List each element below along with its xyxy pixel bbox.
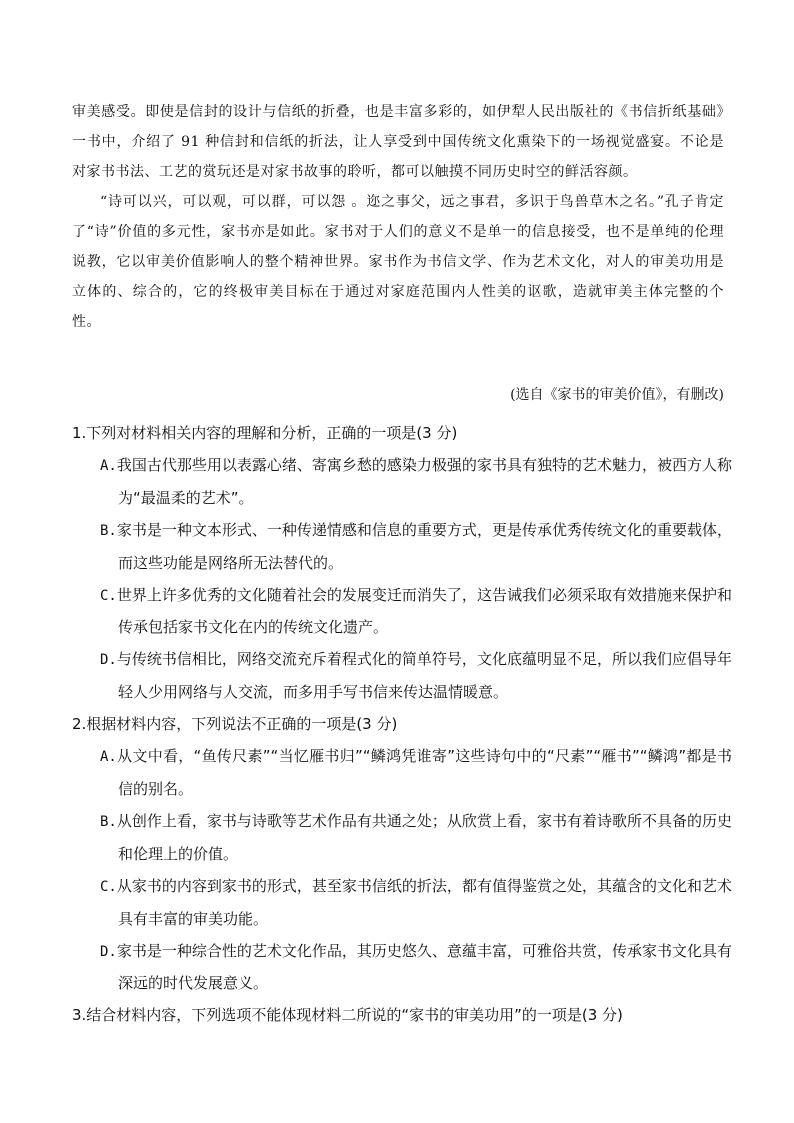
option-text: 从创作上看，家书与诗歌等艺术作品有共通之处；从欣赏上看，家书有着诗歌所不具备的历史和伦理上的价值。	[116, 811, 732, 863]
question-3	[72, 1000, 732, 1032]
option-a[interactable]	[100, 450, 732, 515]
option-c[interactable]	[100, 580, 732, 645]
option-letter: A.	[100, 457, 117, 474]
option-c[interactable]	[100, 871, 732, 936]
question-1	[72, 418, 732, 709]
option-letter: B.	[100, 813, 117, 830]
option-text: 家书是一种综合性的艺术文化作品，其历史悠久、意蕴丰富，可雅俗共赏，传承家书文化具有深远的时代发展意义。	[116, 941, 732, 993]
question-stem: 2.根据材料内容，下列说法不正确的一项是(3 分)	[72, 715, 398, 734]
option-text: 家书是一种文本形式、一种传递情感和信息的重要方式，更是传承优秀传统文化的重要载体， 而这些功能是网络所无法替代的。	[116, 520, 732, 572]
option-letter: C.	[100, 878, 117, 895]
option-letter: C.	[100, 587, 117, 604]
option-text: 与传统书信相比，网络交流充斥着程式化的简单符号，文化底蕴明显不足，所以我们应倡导年轻人少用网络与人交流，而多用手写书信来传达温情暖意。	[116, 650, 732, 702]
question-stem: 3.结合材料内容，下列选项不能体现材料二所说的“家书的审美功用”的一项是(3 分)	[72, 1006, 623, 1025]
question-list	[72, 418, 732, 1032]
option-d[interactable]	[100, 644, 732, 709]
option-b[interactable]	[100, 806, 732, 871]
question-2	[72, 709, 732, 1000]
passage-paragraph-1: 审美感受。即使是信封的设计与信纸的折叠，也是丰富多彩的，如伊犁人民出版社的《书信折纸基础》一书中，介绍了 91 种信封和信纸的折法，让人享受到中国传统文化熏染下的一场视觉盛宴。不论是对家书书法、工艺的赏玩还是对家书故事的聆听，都可以触摸不同历史时空的鲜活容颜。	[72, 104, 724, 180]
option-text: 从文中看，“鱼传尺素”“当忆雁书归”“鳞鸿凭谁寄”这些诗句中的“尺素”“雁书”“鳞鸿”都是书信的别名。	[116, 747, 732, 798]
option-a[interactable]	[100, 741, 732, 806]
option-letter: B.	[100, 522, 117, 539]
option-letter: D.	[100, 943, 117, 960]
question-stem: 1.下列对材料相关内容的理解和分析，正确的一项是(3 分)	[72, 424, 458, 442]
passage-source: (选自《家书的审美价值》，有删改)	[510, 387, 724, 403]
option-letter: D.	[100, 652, 117, 669]
option-text: 从家书的内容到家书的形式，甚至家书信纸的折法，都有值得鉴赏之处，其蕴含的文化和艺术具有丰富的审美功能。	[116, 876, 732, 928]
option-d[interactable]	[100, 936, 732, 1001]
option-text: 世界上许多优秀的文化随着社会的发展变迁而消失了，这告诫我们必须采取有效措施来保护和传承包括家书文化在内的传统文化遗产。	[116, 585, 732, 637]
option-letter: A.	[100, 749, 117, 766]
option-b[interactable]	[100, 515, 732, 580]
passage-paragraph-2: “诗可以兴，可以观，可以群，可以怨 。迩之事父，远之事君，多识于鸟兽草木之名。”孔子肯定了“诗”价值的多元性，家书亦是如此。家书对于人们的意义不是单一的信息接受，也不是单纯的伦理说教，它以审美价值影响人的整个精神世界。家书作为书信文学、作为艺术文化，对人的审美功用是立体的、综合的，它的终极审美目标在于通过对家庭范围内人性美的讴歌，造就审美主体完整的个性。	[72, 194, 724, 330]
reading-passage	[72, 97, 724, 337]
option-text: 我国古代那些用以表露心绪、寄寓乡愁的感染力极强的家书具有独特的艺术魅力，被西方人称为“最温柔的艺术”。	[116, 455, 732, 507]
